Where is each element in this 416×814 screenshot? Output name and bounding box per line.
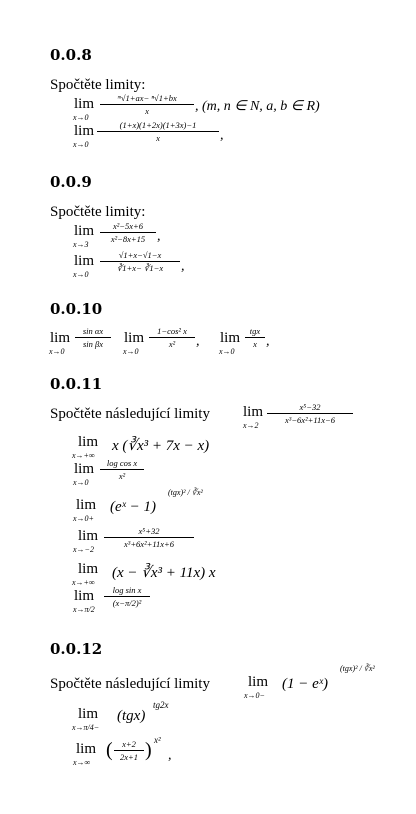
expression-tail: ,: [181, 259, 185, 274]
denominator: x: [145, 106, 149, 116]
section-intro: Spočtěte limity:: [50, 77, 146, 93]
expression-tail: ,: [266, 334, 270, 349]
expression: (tgx): [117, 708, 146, 724]
numerator: x²−5x+6: [100, 221, 156, 233]
lim-subscript: x→3: [73, 240, 89, 249]
lim-word: lim: [74, 223, 95, 239]
lim-word: lim: [74, 123, 95, 139]
fraction: [100, 250, 180, 274]
lim-subscript: x→π/4−: [72, 723, 100, 732]
lim-subscript: x→−2: [73, 545, 94, 554]
numerator: 1−cos² x: [149, 326, 195, 338]
section-heading: 0.0.12: [50, 640, 103, 658]
section-heading: 0.0.8: [50, 46, 92, 64]
fraction: [100, 458, 144, 481]
numerator: sin αx: [75, 326, 111, 338]
lim-subscript: x→0: [73, 113, 89, 122]
lim-subscript: x→0: [73, 140, 89, 149]
lim-subscript: x→π/2: [73, 605, 95, 614]
fraction: [75, 326, 111, 349]
section-heading: 0.0.10: [50, 300, 103, 318]
expression-tail: , (m, n ∈ N, a, b ∈ R): [195, 99, 320, 114]
numerator: x⁵+32: [104, 526, 194, 538]
expression: (x − ∛x³ + 11x) x: [112, 565, 216, 581]
denominator: x²: [168, 339, 176, 349]
denominator: x²−8x+15: [110, 234, 146, 244]
denominator: x: [156, 133, 160, 143]
fraction: [100, 221, 156, 244]
fraction: [114, 739, 144, 762]
lim-subscript: x→2: [243, 421, 259, 430]
numerator: log cos x: [100, 458, 144, 470]
lim-subscript: x→0: [49, 347, 65, 356]
lim-subscript: x→0+: [73, 514, 94, 523]
expression-tail: ,: [220, 128, 224, 143]
expression-tail: ,: [168, 748, 172, 763]
numerator: ᵐ√1+ax− ⁿ√1+bx: [100, 93, 194, 105]
exponent: tg2x: [153, 700, 169, 710]
lim-subscript: x→0: [123, 347, 139, 356]
lim-subscript: x→+∞: [72, 578, 95, 587]
lim-word: lim: [78, 561, 99, 577]
lim-word: lim: [76, 741, 97, 757]
fraction: [100, 93, 194, 116]
fraction: [104, 526, 194, 549]
numerator: x⁵−32: [267, 402, 353, 414]
lim-word: lim: [78, 706, 99, 722]
denominator: x²: [118, 471, 126, 481]
paren-open: (: [106, 739, 113, 761]
numerator: tgx: [245, 326, 265, 338]
fraction: [267, 402, 353, 425]
denominator: sin βx: [82, 339, 104, 349]
denominator: x: [253, 339, 257, 349]
lim-subscript: x→0: [73, 478, 89, 487]
denominator: x³−6x²+11x−6: [285, 415, 335, 425]
numerator: √1+x−√1−x: [100, 250, 180, 262]
expression-tail: ,: [157, 229, 161, 244]
expression-tail: ,: [196, 334, 200, 349]
exponent: (tgx)² / ∛x²: [168, 488, 203, 497]
lim-word: lim: [220, 330, 241, 346]
fraction: [149, 326, 195, 349]
paren-close: ): [145, 739, 152, 761]
numerator: x+2: [114, 739, 144, 751]
denominator: x³+6x²+11x+6: [124, 539, 174, 549]
expression: (eˣ − 1): [110, 499, 157, 515]
lim-word: lim: [248, 674, 269, 690]
expression: x (∛x³ + 7x − x): [112, 438, 210, 454]
lim-word: lim: [74, 253, 95, 269]
numerator: (1+x)(1+2x)(1+3x)−1: [97, 120, 219, 132]
exponent: x²: [154, 735, 161, 745]
numerator: log sin x: [104, 585, 150, 597]
lim-word: lim: [50, 330, 71, 346]
lim-subscript: x→0: [73, 270, 89, 279]
section-heading: 0.0.9: [50, 173, 92, 191]
section-heading: 0.0.11: [50, 375, 103, 393]
lim-word: lim: [74, 96, 95, 112]
denominator: 2x+1: [119, 752, 138, 762]
lim-subscript: x→∞: [73, 758, 91, 767]
lim-word: lim: [76, 497, 97, 513]
lim-subscript: x→0: [219, 347, 235, 356]
lim-subscript: x→0−: [244, 691, 265, 700]
denominator: ∛1+x− ∛1−x: [116, 263, 164, 273]
exponent: (tgx)² / ∛x²: [340, 664, 375, 673]
lim-word: lim: [124, 330, 145, 346]
lim-word: lim: [243, 404, 264, 420]
lim-word: lim: [74, 588, 95, 604]
section-intro: Spočtěte následující limity: [50, 676, 210, 692]
fraction: [245, 326, 265, 349]
section-intro: Spočtěte následující limity: [50, 406, 210, 422]
lim-word: lim: [78, 434, 99, 450]
denominator: (x−π/2)²: [112, 598, 142, 608]
lim-word: lim: [78, 528, 99, 544]
fraction: [97, 120, 219, 143]
fraction: [104, 585, 150, 608]
lim-subscript: x→+∞: [72, 451, 95, 460]
expression: (1 − eˣ): [282, 676, 329, 692]
section-intro: Spočtěte limity:: [50, 204, 146, 220]
lim-word: lim: [74, 461, 95, 477]
